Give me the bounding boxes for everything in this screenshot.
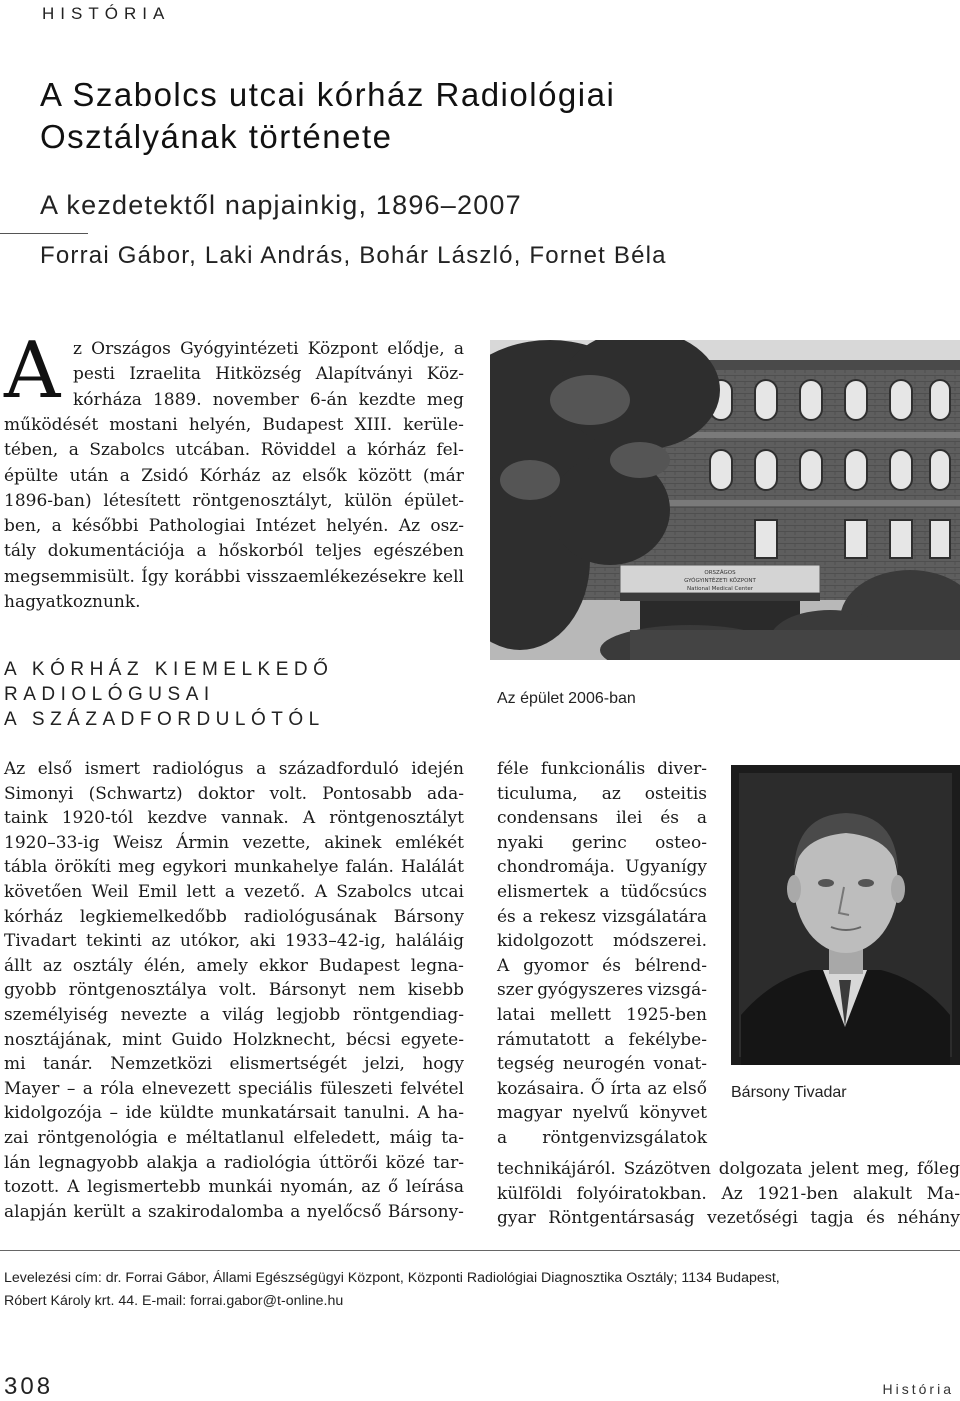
section-heading-line-2: RADIOLÓGUSAI xyxy=(4,684,215,705)
page-number: 308 xyxy=(4,1373,54,1400)
left-column-line: tozott. A legismertebb munkái nyomán, az ő leírása xyxy=(4,1177,464,1198)
intro-line: kórháza 1889. november 6-án kezdte meg xyxy=(73,389,464,410)
right-column-line: kozásaira. Ő írta az első xyxy=(497,1078,707,1099)
right-column-line: A gyomor és bélrend- xyxy=(497,955,707,976)
right-continuation-line: technikájáról. Százötven dolgozata jelent meg, főleg xyxy=(497,1159,960,1179)
left-column-line: követően Weil Emil lett a vezető. A Szabolcs utcai xyxy=(4,882,464,902)
right-continuation-line: gyar Röntgentársaság vezetőségi tagja és néhány xyxy=(497,1208,960,1229)
footnote-divider xyxy=(0,1250,960,1251)
right-column-line: ticuluma, az osteitis xyxy=(497,783,707,804)
right-continuation-line: külföldi folyóiratokban. Az 1921-ben alakult Ma- xyxy=(497,1183,960,1204)
right-column-line: kidolgozott módszerei. xyxy=(497,931,707,952)
left-column-line: alapján került a szakirodalomba a nyelőcső Bársony- xyxy=(4,1201,464,1222)
intro-line: épülte után a Zsidó Kórház az elsők között (már xyxy=(4,465,464,486)
article-authors: Forrai Gábor, Laki András, Bohár László, Fornet Béla xyxy=(40,242,667,269)
right-column-line: szer gyógyszeres vizsgá- xyxy=(497,980,707,1001)
left-column-line: mi tanár. Nemzetközi elismertségét jelzi, hogy xyxy=(4,1054,464,1075)
intro-line: hagyatkoznunk. xyxy=(4,592,141,612)
right-column-line: nyaki gerinc osteo- xyxy=(497,832,707,853)
left-column-line: Az első ismert radiológus a századforduló idején xyxy=(4,759,464,779)
photo-caption: Az épület 2006-ban xyxy=(497,690,636,707)
intro-line: megsemmisült. Így korábbi visszaemlékezésekre kell xyxy=(4,566,464,587)
intro-line: 1896-ban) létesített röntgenosztályt, külön épület- xyxy=(4,490,464,511)
intro-line: tály dokumentációja a hőskorból teljes egészében xyxy=(4,541,464,562)
article-title-line-2: Osztályának története xyxy=(40,118,393,155)
building-sign-line-2: GYÓGYINTÉZETI KÖZPONT xyxy=(684,578,756,584)
drop-cap: A xyxy=(4,326,61,416)
left-column-line: kidolgozója – ide küldte munkatársait tanulni. A ha- xyxy=(4,1103,464,1124)
left-column-line: tábla örökíti meg egykori munkahelye falán. Halálát xyxy=(4,857,464,878)
left-column-line: személyiség nevezte a világ legjobb röntgendiag- xyxy=(4,1005,464,1025)
right-column-line: féle funkcionális diver- xyxy=(497,759,707,779)
right-column-line: tegség neurogén vonat- xyxy=(497,1054,707,1075)
article-subtitle: A kezdetektől napjainkig, 1896–2007 xyxy=(40,190,522,220)
left-column-line: Tivadart tekinti az utókor, aki 1933–42-ig, haláláig xyxy=(4,931,464,952)
section-heading-line-1: A KÓRHÁZ KIEMELKEDŐ xyxy=(4,659,334,680)
right-column-line: magyar nyelvű könyvet xyxy=(497,1103,707,1124)
portrait-caption: Bársony Tivadar xyxy=(731,1084,847,1101)
left-column-line: taink 1920-tól kezdve vannak. A röntgenosztályt xyxy=(4,808,464,829)
intro-line: ben, a későbbi Pathologiai Intézet helyén. Az osz- xyxy=(4,516,464,537)
intro-line: működését mostani helyén, Budapest XIII. kerüle- xyxy=(4,414,464,435)
section-tag: HISTÓRIA xyxy=(42,4,171,23)
footnote-line-1: Levelezési cím: dr. Forrai Gábor, Állami Egészségügyi Központ, Központi Radiológiai Diagnosztika Osztály; 1134 Budapest, xyxy=(4,1270,780,1286)
right-column-line: és a rekesz vizsgálatára xyxy=(497,906,707,927)
left-column-line: zai röntgenológia e méltatlanul elfeledett, máig ta- xyxy=(4,1128,464,1148)
right-column-line: a röntgenvizsgálatok xyxy=(497,1128,707,1148)
portrait-photo xyxy=(731,765,960,1065)
intro-line: z Országos Gyógyintézeti Központ elődje, a xyxy=(73,339,464,359)
left-column-line: 1920–33-ig Weisz Ármin vezette, akinek emlékét xyxy=(4,832,464,853)
article-title-line-1: A Szabolcs utcai kórház Radiológiai xyxy=(40,76,616,113)
left-column-line: Mayer – a róla elnevezett speciális füleszeti felvétel xyxy=(4,1078,464,1099)
footnote-line-2: Róbert Károly krt. 44. E-mail: forrai.gabor@t-online.hu xyxy=(4,1293,344,1309)
right-column-line: condensans ilei és a xyxy=(497,808,707,829)
right-column-line: latai mellett 1925-ben xyxy=(497,1005,707,1025)
section-heading-line-3: A SZÁZADFORDULÓTÓL xyxy=(4,709,325,730)
title-divider xyxy=(0,233,88,234)
footer-section: História xyxy=(882,1381,954,1397)
intro-line: tében, a Szabolcs utcában. Röviddel a kórház fel- xyxy=(4,440,464,461)
right-column-line: rámutatott a fekélybe- xyxy=(497,1029,707,1050)
building-photo xyxy=(490,340,960,660)
left-column-line: Simonyi (Schwartz) doktor volt. Pontosabb ada- xyxy=(4,783,464,804)
intro-line: pesti Izraelita Hitközség Alapítványi Köz- xyxy=(73,364,464,385)
left-column-line: nosztájának, mint Guido Holzknecht, bécsi egyete- xyxy=(4,1029,464,1050)
left-column-line: állt az osztály élén, amely ekkor Budapest legna- xyxy=(4,955,464,976)
building-sign-line-1: ORSZÁGOS xyxy=(704,570,736,576)
left-column-line: lán legnagyobb alakja a radiológia úttörői közé tar- xyxy=(4,1152,464,1173)
left-column-line: kórház legkiemelkedőbb radiológusának Bársony xyxy=(4,906,464,927)
right-column-line: chondromája. Ugyanígy xyxy=(497,857,707,878)
building-sign-line-3: National Medical Center xyxy=(687,586,753,592)
left-column-line: gyobb röntgenosztálya volt. Bársonyt nem kisebb xyxy=(4,980,464,1001)
right-column-line: elismertek a tüdőcsúcs xyxy=(497,882,707,902)
